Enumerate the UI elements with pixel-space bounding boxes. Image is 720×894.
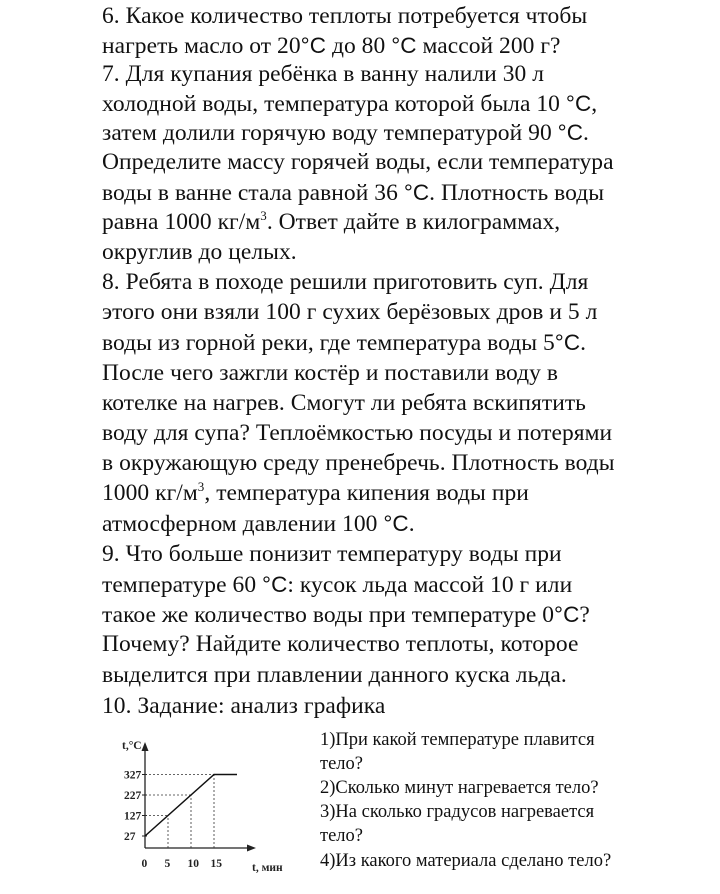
- text-run: до 80: [326, 33, 392, 59]
- text-run: ,: [591, 91, 598, 117]
- problem-9-line-3: [102, 600, 590, 630]
- question-line: 1)При какой температуре плавится: [320, 730, 595, 750]
- y-tick-label: 227: [124, 790, 142, 802]
- text-run: .: [580, 330, 587, 356]
- question-line: 3)На сколько градусов нагревается: [320, 802, 595, 822]
- x-tick-label: 10: [187, 858, 199, 870]
- question-line: 2)Сколько минут нагревается тело?: [320, 778, 599, 798]
- degree-symbol: °С: [383, 511, 409, 536]
- problem-8-line-5: котелке на нагрев. Смогут ли ребята вскипятить: [102, 390, 586, 416]
- question-line: 4)Из какого материала сделано тело?: [320, 851, 612, 871]
- problem-9-line-1: 9. Что больше понизит температуру воды при: [102, 541, 562, 567]
- text-run: ?: [579, 602, 590, 628]
- degree-symbol: °С: [565, 91, 592, 116]
- problem-8-line-9: [102, 509, 415, 539]
- text-run: равна 1000 кг/м: [102, 209, 261, 235]
- y-tick-label: 27: [124, 831, 136, 843]
- degree-symbol: °С: [403, 180, 430, 205]
- text-run: .: [583, 120, 589, 146]
- text-run: .: [408, 511, 415, 537]
- x-tick-label: 0: [141, 858, 148, 870]
- problem-7-line-7: округлив до целых.: [102, 239, 297, 265]
- problem-8-line-2: этого они взяли 100 г сухих берёзовых дров и 5 л: [102, 299, 598, 325]
- problem-9-line-4: Почему? Найдите количество теплоты, которое: [102, 631, 579, 657]
- problem-8-line-7: в окружающую среду пренебречь. Плотность воды: [102, 450, 615, 476]
- problem-7-line-6: [102, 208, 560, 237]
- text-run: атмосферном давлении 100: [102, 511, 384, 537]
- text-run: массой 200 г?: [416, 33, 561, 59]
- degree-symbol: °С: [391, 33, 417, 58]
- problem-7-line-4: Определите массу горячей воды, если температура: [102, 149, 614, 175]
- text-run: нагреть масло от 20: [102, 33, 301, 59]
- problem-7-line-1: 7. Для купания ребёнка в ванну налили 30 л: [102, 61, 544, 87]
- degree-symbol: °С: [554, 330, 581, 355]
- problem-8-line-6: воду для супа? Теплоёмкостью посуды и потерями: [102, 420, 613, 446]
- problem-8-line-8: [102, 479, 529, 508]
- x-tick-label: 15: [210, 858, 222, 870]
- degree-symbol: °С: [557, 120, 584, 145]
- text-run: температуре 60: [102, 572, 263, 598]
- y-axis-label: t,°C: [122, 740, 142, 752]
- y-axis-arrow-icon: [142, 742, 149, 751]
- y-tick-label: 327: [124, 769, 142, 782]
- problem-8-line-1: 8. Ребята в походе решили приготовить суп. Для: [102, 269, 589, 295]
- y-tick-label: 127: [124, 810, 142, 823]
- problem-9-line-2: [102, 570, 572, 600]
- degree-symbol: °С: [262, 572, 288, 597]
- text-run: затем долили горячую воду температурой 90: [102, 120, 558, 146]
- problem-7-line-5: [102, 178, 604, 208]
- question-line: тело?: [320, 826, 363, 846]
- superscript: 3: [197, 479, 205, 494]
- x-axis-arrow-icon: [247, 845, 256, 852]
- problem-10-title: 10. Задание: анализ графика: [102, 693, 386, 719]
- problem-6-line-2: [102, 31, 561, 61]
- text-run: воды в ванне стала равной 36: [102, 180, 404, 206]
- text-run: . Плотность воды: [429, 180, 605, 206]
- problem-6-line-1: 6. Какое количество теплоты потребуется чтобы: [102, 3, 588, 29]
- degree-symbol: °С: [300, 33, 327, 58]
- problem-7-line-2: [102, 89, 597, 119]
- text-run: 1000 кг/м: [102, 480, 198, 506]
- text-run: : кусок льда массой 10 г или: [287, 572, 573, 598]
- text-run: воды из горной реки, где температура воды 5: [102, 330, 555, 356]
- text-run: , температура кипения воды при: [204, 480, 529, 506]
- problem-8-line-4: После чего зажгли костёр и поставили воду в: [102, 360, 559, 386]
- x-axis-label: t, мин: [252, 862, 283, 874]
- x-tick-label: 5: [164, 858, 171, 870]
- problem-8-line-3: [102, 328, 586, 358]
- problem-9-line-5: выделится при плавлении данного куска льда.: [102, 662, 567, 688]
- degree-symbol: °С: [554, 602, 580, 627]
- superscript: 3: [260, 208, 267, 223]
- problem-7-line-3: [102, 118, 589, 148]
- text-run: такое же количество воды при температуре 0: [102, 602, 555, 628]
- temperature-time-chart: [100, 730, 300, 880]
- text-run: холодной воды, температура которой была 10: [102, 91, 566, 117]
- text-run: . Ответ дайте в килограммах,: [266, 209, 561, 235]
- question-line: тело?: [320, 754, 363, 774]
